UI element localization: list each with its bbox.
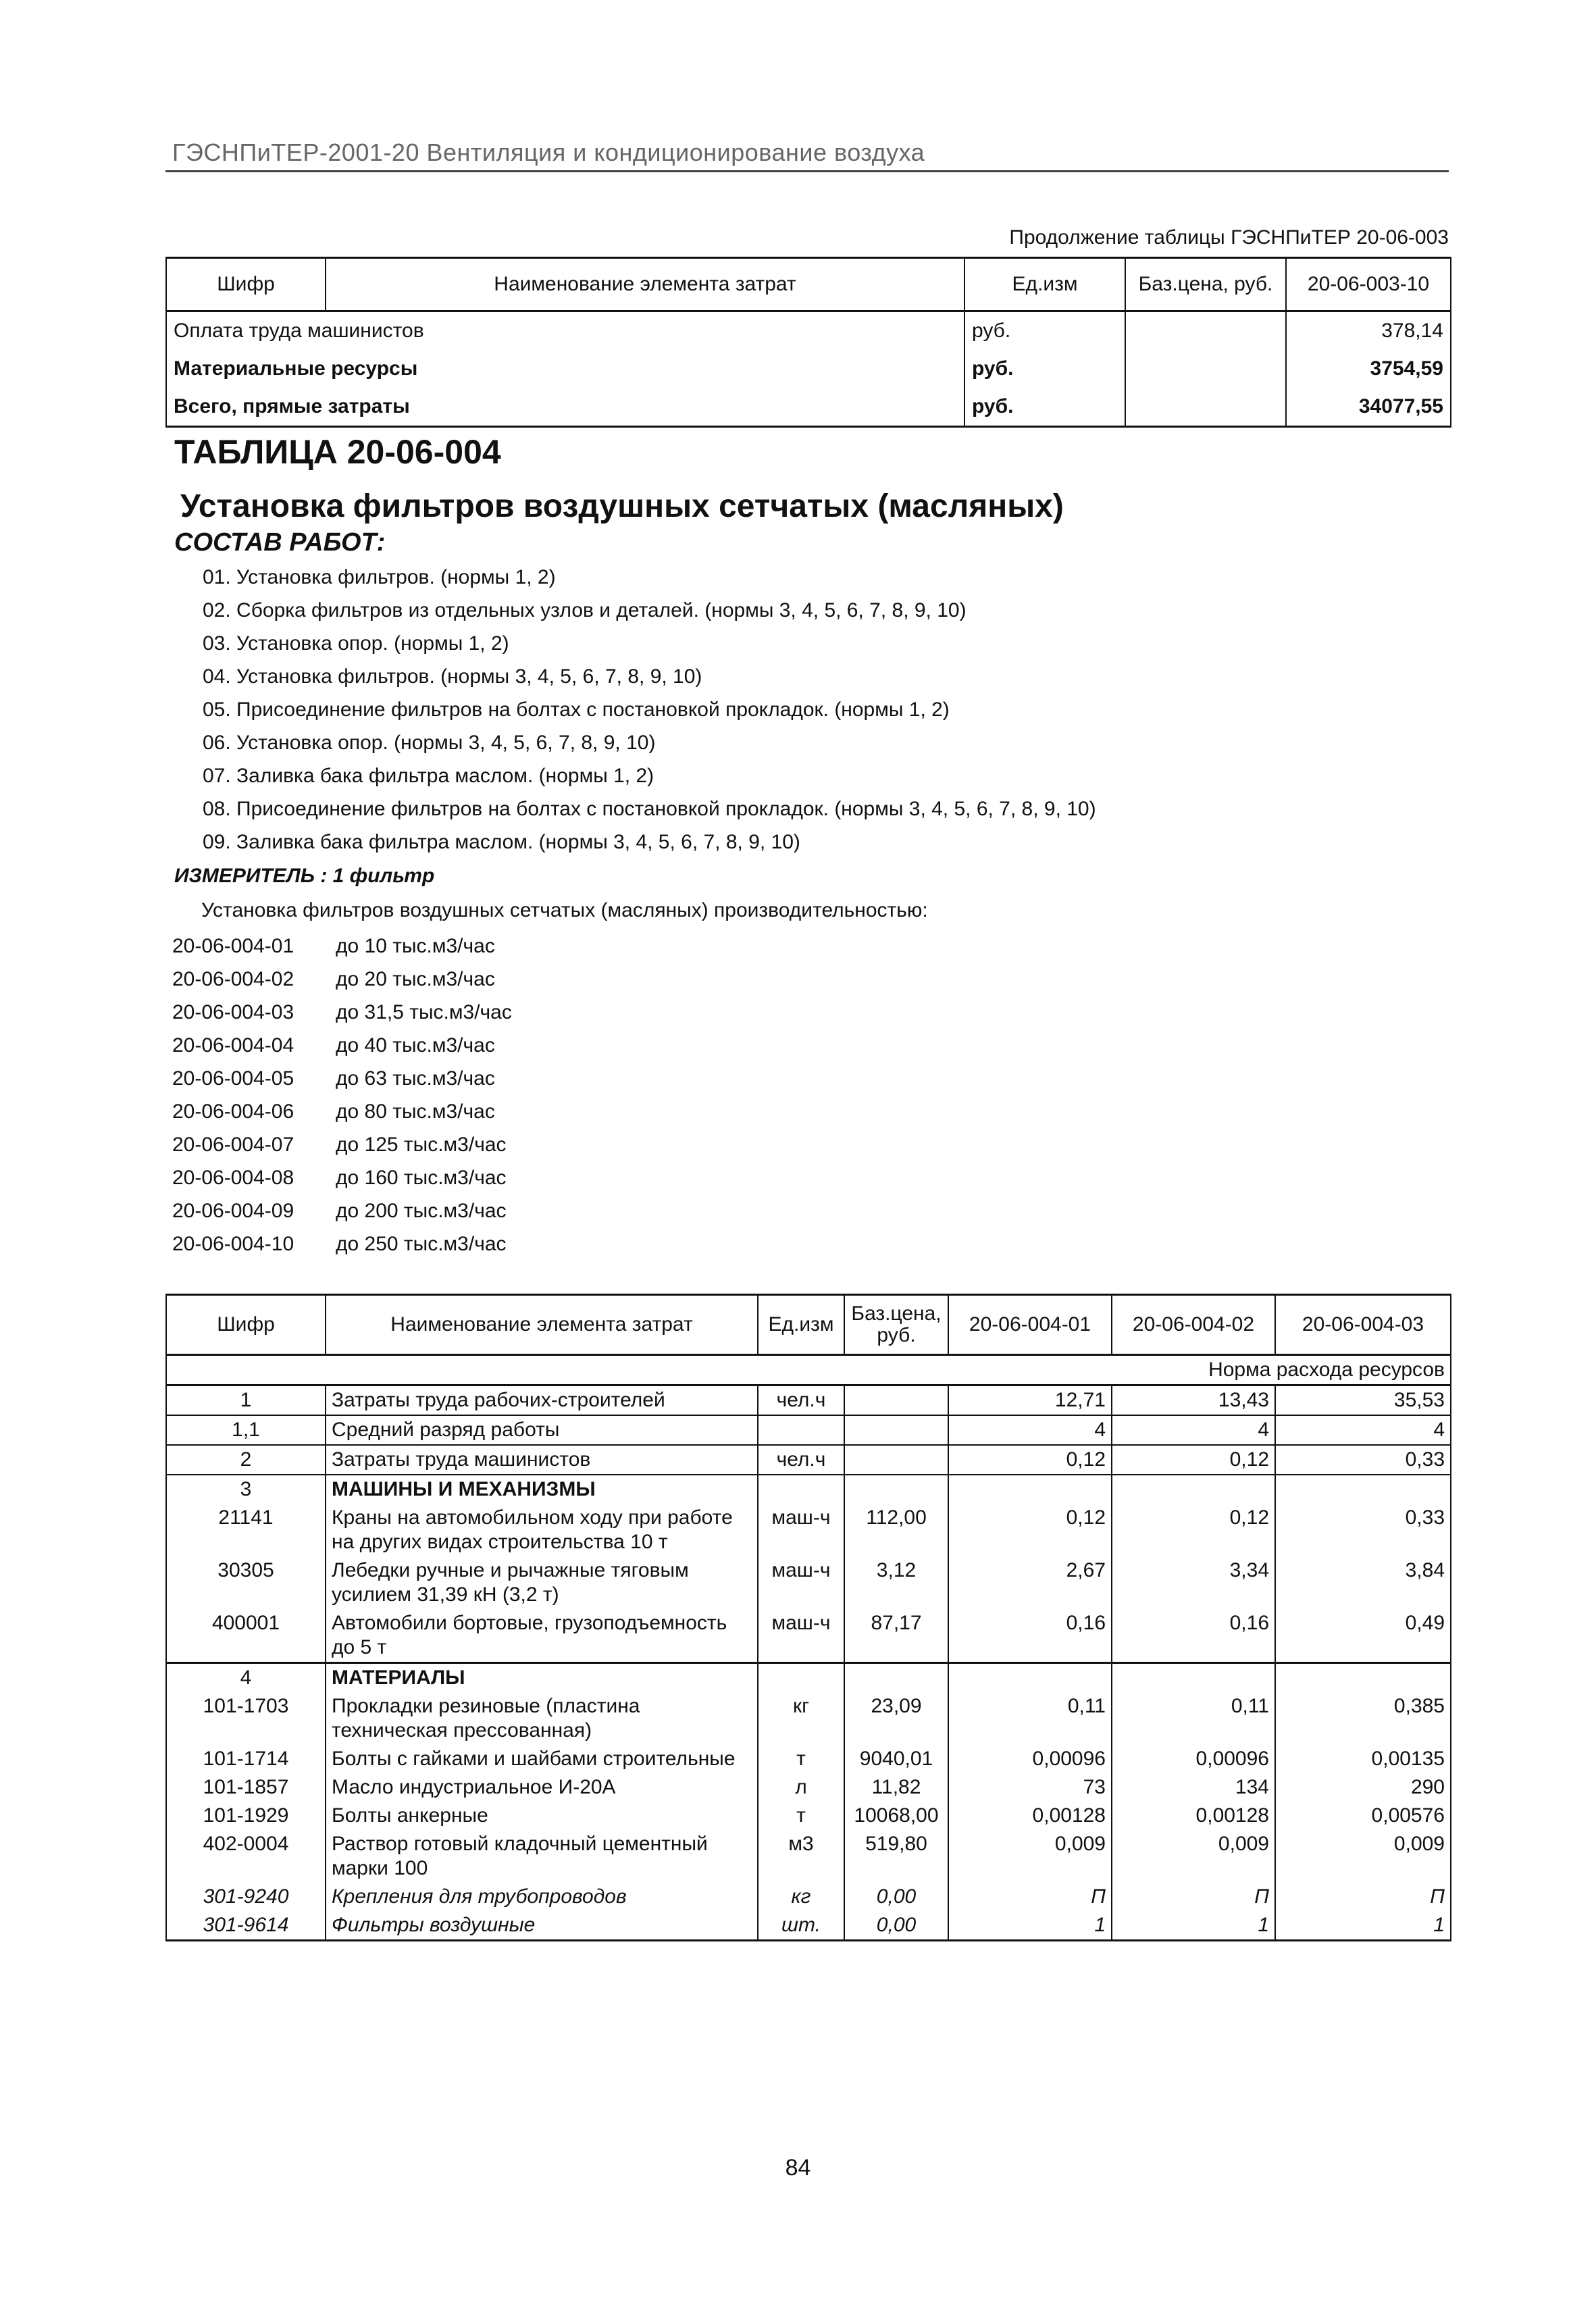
- table-row: [166, 1609, 1451, 1663]
- table-row: [166, 1692, 1451, 1745]
- resource-unit: кг: [758, 1883, 844, 1911]
- norms-list: [172, 930, 512, 1261]
- resource-name: МАТЕРИАЛЫ: [326, 1663, 758, 1693]
- resource-price: 112,00: [844, 1504, 948, 1556]
- resource-price: 3,12: [844, 1556, 948, 1609]
- continuation-table: [165, 257, 1451, 428]
- resource-name: Масло индустриальное И-20А: [326, 1773, 758, 1802]
- resource-code: 2: [166, 1445, 326, 1475]
- table-row: [166, 1663, 1451, 1693]
- resource-price: 0,00: [844, 1911, 948, 1941]
- resource-name: Лебедки ручные и рычажные тяговым усилием 31,39 кН (3,2 т): [326, 1556, 758, 1609]
- norma-label: Норма расхода ресурсов: [166, 1355, 1451, 1386]
- resource-price: [844, 1663, 948, 1693]
- table-title: ТАБЛИЦА 20-06-004: [174, 433, 501, 471]
- resource-unit: [758, 1663, 844, 1693]
- resource-unit: [758, 1415, 844, 1445]
- table-row: [166, 1773, 1451, 1802]
- column-header: Ед.изм: [758, 1295, 844, 1355]
- norm-value-03: [1275, 1663, 1451, 1693]
- column-header: Шифр: [166, 1295, 326, 1355]
- norm-value-02: 134: [1112, 1773, 1275, 1802]
- cost-name: Материальные ресурсы: [166, 350, 964, 388]
- resource-code: 21141: [166, 1504, 326, 1556]
- resource-name: Болты анкерные: [326, 1802, 758, 1830]
- norm-value-03: 0,385: [1275, 1692, 1451, 1745]
- resource-price: 519,80: [844, 1830, 948, 1883]
- header-rule: [165, 170, 1449, 172]
- norm-value-03: 0,33: [1275, 1504, 1451, 1556]
- norm-value-02: 3,34: [1112, 1556, 1275, 1609]
- resource-name: МАШИНЫ И МЕХАНИЗМЫ: [326, 1475, 758, 1504]
- norm-code: 20-06-004-02: [172, 968, 294, 990]
- norm-value-02: 0,16: [1112, 1609, 1275, 1663]
- norm-item: [172, 930, 512, 963]
- table-header-row: [166, 258, 1451, 311]
- norm-value-02: 0,009: [1112, 1830, 1275, 1883]
- norm-desc: до 20 тыс.м3/час: [336, 968, 495, 990]
- resource-name: Затраты труда рабочих-строителей: [326, 1386, 758, 1416]
- norm-value-02: [1112, 1475, 1275, 1504]
- norm-code: 20-06-004-10: [172, 1233, 294, 1255]
- resource-code: 301-9614: [166, 1911, 326, 1941]
- norm-item: [172, 1062, 512, 1095]
- norm-desc: до 80 тыс.м3/час: [336, 1100, 495, 1123]
- resource-price: 23,09: [844, 1692, 948, 1745]
- norm-code: 20-06-004-05: [172, 1067, 294, 1090]
- norm-item: [172, 963, 512, 996]
- column-header: Ед.изм: [964, 258, 1125, 311]
- cost-value: 378,14: [1286, 311, 1451, 351]
- resource-code: 30305: [166, 1556, 326, 1609]
- table-row: [166, 1802, 1451, 1830]
- table-row: [166, 1445, 1451, 1475]
- norm-value-02: 13,43: [1112, 1386, 1275, 1416]
- norm-value-02: 1: [1112, 1911, 1275, 1941]
- norm-code: 20-06-004-09: [172, 1200, 294, 1222]
- norm-value-03: 1: [1275, 1911, 1451, 1941]
- meter-label: ИЗМЕРИТЕЛЬ : 1 фильтр: [174, 865, 435, 887]
- resource-code: 402-0004: [166, 1830, 326, 1883]
- column-header: Баз.цена, руб.: [1125, 258, 1286, 311]
- norm-value-01: [948, 1475, 1112, 1504]
- resource-name: Фильтры воздушные: [326, 1911, 758, 1941]
- norm-value-01: 0,12: [948, 1504, 1112, 1556]
- table-row: [166, 1830, 1451, 1883]
- table-row: [166, 388, 1451, 427]
- norm-value-01: [948, 1663, 1112, 1693]
- column-header: Баз.цена, руб.: [844, 1295, 948, 1355]
- cost-unit: руб.: [964, 311, 1125, 351]
- column-header: Наименование элемента затрат: [326, 258, 964, 311]
- page-number: 84: [785, 2155, 811, 2181]
- norm-value-02: [1112, 1663, 1275, 1693]
- norms-intro: Установка фильтров воздушных сетчатых (масляных) производительностью:: [201, 899, 928, 921]
- table-row: [166, 1504, 1451, 1556]
- norm-item: [172, 1227, 512, 1261]
- column-header: 20-06-003-10: [1286, 258, 1451, 311]
- resource-code: 301-9240: [166, 1883, 326, 1911]
- cost-price: [1125, 350, 1286, 388]
- work-item: 03. Установка опор. (нормы 1, 2): [203, 632, 509, 655]
- norm-value-03: 0,00135: [1275, 1745, 1451, 1773]
- norm-value-03: 0,009: [1275, 1830, 1451, 1883]
- resource-name: Крепления для трубопроводов: [326, 1883, 758, 1911]
- table-row: [166, 1911, 1451, 1941]
- resource-price: 11,82: [844, 1773, 948, 1802]
- norm-code: 20-06-004-03: [172, 1001, 294, 1023]
- column-header: 20-06-004-02: [1112, 1295, 1275, 1355]
- resource-price: 87,17: [844, 1609, 948, 1663]
- resource-unit: л: [758, 1773, 844, 1802]
- norm-value-01: 0,009: [948, 1830, 1112, 1883]
- norm-desc: до 160 тыс.м3/час: [336, 1167, 507, 1189]
- norma-row: [166, 1355, 1451, 1386]
- work-item: 07. Заливка бака фильтра маслом. (нормы 1, 2): [203, 765, 654, 787]
- cost-name: Всего, прямые затраты: [166, 388, 964, 427]
- resource-name: Средний разряд работы: [326, 1415, 758, 1445]
- resource-table: [165, 1294, 1451, 1941]
- resource-unit: м3: [758, 1830, 844, 1883]
- norm-desc: до 10 тыс.м3/час: [336, 935, 495, 957]
- resource-unit: маш-ч: [758, 1504, 844, 1556]
- resource-code: 101-1714: [166, 1745, 326, 1773]
- cost-value: 34077,55: [1286, 388, 1451, 427]
- norm-value-01: 0,12: [948, 1445, 1112, 1475]
- table-row: [166, 1556, 1451, 1609]
- norm-code: 20-06-004-07: [172, 1134, 294, 1156]
- resource-price: 9040,01: [844, 1745, 948, 1773]
- table-row: [166, 311, 1451, 351]
- norm-value-03: П: [1275, 1883, 1451, 1911]
- resource-code: 3: [166, 1475, 326, 1504]
- resource-price: 10068,00: [844, 1802, 948, 1830]
- table-row: [166, 1745, 1451, 1773]
- resource-code: 1: [166, 1386, 326, 1416]
- norm-value-03: 4: [1275, 1415, 1451, 1445]
- norm-value-03: 35,53: [1275, 1386, 1451, 1416]
- norm-code: 20-06-004-08: [172, 1167, 294, 1189]
- table-subtitle: Установка фильтров воздушных сетчатых (масляных): [180, 488, 1064, 524]
- table-header-row: [166, 1295, 1451, 1355]
- resource-unit: [758, 1475, 844, 1504]
- resource-unit: кг: [758, 1692, 844, 1745]
- resource-unit: маш-ч: [758, 1556, 844, 1609]
- norm-desc: до 63 тыс.м3/час: [336, 1067, 495, 1090]
- norm-value-03: 0,49: [1275, 1609, 1451, 1663]
- norm-value-01: 0,00128: [948, 1802, 1112, 1830]
- resource-price: [844, 1475, 948, 1504]
- norm-code: 20-06-004-01: [172, 935, 294, 957]
- resource-price: 0,00: [844, 1883, 948, 1911]
- norm-item: [172, 996, 512, 1029]
- cost-unit: руб.: [964, 388, 1125, 427]
- work-section-label: СОСТАВ РАБОТ:: [174, 528, 386, 557]
- running-header: ГЭСНПиТЕР-2001-20 Вентиляция и кондиционирование воздуха: [172, 138, 925, 166]
- norm-desc: до 125 тыс.м3/час: [336, 1134, 507, 1156]
- work-item: 06. Установка опор. (нормы 3, 4, 5, 6, 7, 8, 9, 10): [203, 732, 656, 754]
- resource-name: Краны на автомобильном ходу при работе на других видах строительства 10 т: [326, 1504, 758, 1556]
- norm-value-02: 0,12: [1112, 1504, 1275, 1556]
- norm-code: 20-06-004-06: [172, 1100, 294, 1123]
- norm-desc: до 40 тыс.м3/час: [336, 1034, 495, 1057]
- resource-code: 400001: [166, 1609, 326, 1663]
- table-row: [166, 350, 1451, 388]
- table-row: [166, 1883, 1451, 1911]
- resource-unit: шт.: [758, 1911, 844, 1941]
- resource-unit: т: [758, 1802, 844, 1830]
- resource-unit: маш-ч: [758, 1609, 844, 1663]
- resource-unit: чел.ч: [758, 1386, 844, 1416]
- resource-unit: чел.ч: [758, 1445, 844, 1475]
- norm-value-02: 0,00128: [1112, 1802, 1275, 1830]
- norm-value-01: 1: [948, 1911, 1112, 1941]
- norm-desc: до 31,5 тыс.м3/час: [336, 1001, 512, 1023]
- norm-value-03: 3,84: [1275, 1556, 1451, 1609]
- work-item: 08. Присоединение фильтров на болтах с постановкой прокладок. (нормы 3, 4, 5, 6, 7, 8, 9, 10): [203, 798, 1096, 820]
- cost-value: 3754,59: [1286, 350, 1451, 388]
- column-header: 20-06-004-01: [948, 1295, 1112, 1355]
- norm-value-02: 0,11: [1112, 1692, 1275, 1745]
- resource-price: [844, 1386, 948, 1416]
- resource-code: 101-1703: [166, 1692, 326, 1745]
- norm-value-02: 0,12: [1112, 1445, 1275, 1475]
- resource-code: 101-1929: [166, 1802, 326, 1830]
- resource-name: Затраты труда машинистов: [326, 1445, 758, 1475]
- resource-code: 4: [166, 1663, 326, 1693]
- norm-item: [172, 1161, 512, 1194]
- work-item: 09. Заливка бака фильтра маслом. (нормы 3, 4, 5, 6, 7, 8, 9, 10): [203, 831, 800, 853]
- work-item: 01. Установка фильтров. (нормы 1, 2): [203, 566, 556, 588]
- norm-value-01: 12,71: [948, 1386, 1112, 1416]
- resource-code: 1,1: [166, 1415, 326, 1445]
- resource-code: 101-1857: [166, 1773, 326, 1802]
- norm-item: [172, 1095, 512, 1128]
- norm-value-01: 4: [948, 1415, 1112, 1445]
- norm-value-01: 73: [948, 1773, 1112, 1802]
- norm-value-03: 0,00576: [1275, 1802, 1451, 1830]
- norm-code: 20-06-004-04: [172, 1034, 294, 1057]
- continuation-caption: Продолжение таблицы ГЭСНПиТЕР 20-06-003: [1009, 226, 1449, 249]
- resource-name: Болты с гайками и шайбами строительные: [326, 1745, 758, 1773]
- resource-price: [844, 1415, 948, 1445]
- work-item: 02. Сборка фильтров из отдельных узлов и деталей. (нормы 3, 4, 5, 6, 7, 8, 9, 10): [203, 599, 967, 621]
- resource-name: Раствор готовый кладочный цементный марки 100: [326, 1830, 758, 1883]
- norm-value-03: 0,33: [1275, 1445, 1451, 1475]
- resource-price: [844, 1445, 948, 1475]
- column-header: 20-06-004-03: [1275, 1295, 1451, 1355]
- cost-price: [1125, 388, 1286, 427]
- norm-value-02: П: [1112, 1883, 1275, 1911]
- column-header: Шифр: [166, 258, 326, 311]
- work-item: 04. Установка фильтров. (нормы 3, 4, 5, 6, 7, 8, 9, 10): [203, 665, 702, 688]
- norm-value-03: 290: [1275, 1773, 1451, 1802]
- norm-item: [172, 1194, 512, 1227]
- table-row: [166, 1475, 1451, 1504]
- norm-item: [172, 1029, 512, 1062]
- column-header: Наименование элемента затрат: [326, 1295, 758, 1355]
- resource-rows: [166, 1386, 1451, 1941]
- table-row: [166, 1415, 1451, 1445]
- resource-name: Автомобили бортовые, грузоподъемность до 5 т: [326, 1609, 758, 1663]
- norm-value-01: 2,67: [948, 1556, 1112, 1609]
- norm-desc: до 200 тыс.м3/час: [336, 1200, 507, 1222]
- cost-price: [1125, 311, 1286, 351]
- resource-unit: т: [758, 1745, 844, 1773]
- cost-unit: руб.: [964, 350, 1125, 388]
- norm-item: [172, 1128, 512, 1161]
- resource-name: Прокладки резиновые (пластина техническая прессованная): [326, 1692, 758, 1745]
- norm-desc: до 250 тыс.м3/час: [336, 1233, 507, 1255]
- norm-value-02: 0,00096: [1112, 1745, 1275, 1773]
- cost-name: Оплата труда машинистов: [166, 311, 964, 351]
- norm-value-01: 0,00096: [948, 1745, 1112, 1773]
- work-list: [203, 561, 1096, 859]
- work-item: 05. Присоединение фильтров на болтах с постановкой прокладок. (нормы 1, 2): [203, 698, 950, 721]
- norm-value-03: [1275, 1475, 1451, 1504]
- table-row: [166, 1386, 1451, 1416]
- norm-value-01: П: [948, 1883, 1112, 1911]
- norm-value-01: 0,16: [948, 1609, 1112, 1663]
- norm-value-01: 0,11: [948, 1692, 1112, 1745]
- norm-value-02: 4: [1112, 1415, 1275, 1445]
